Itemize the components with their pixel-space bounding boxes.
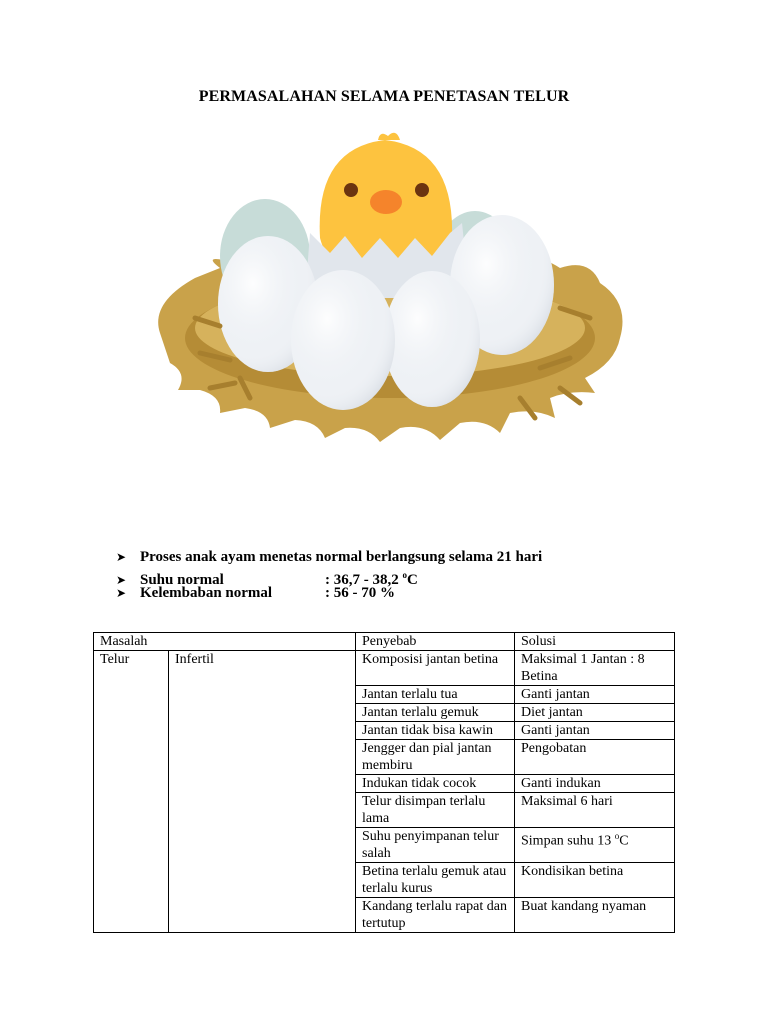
- solution-cell: Pengobatan: [515, 740, 675, 775]
- cause-cell: Indukan tidak cocok: [356, 775, 515, 793]
- cause-cell: Suhu penyimpanan telur salah: [356, 828, 515, 863]
- solution-cell: Maksimal 1 Jantan : 8 Betina: [515, 651, 675, 686]
- cause-cell: Jantan terlalu tua: [356, 686, 515, 704]
- solution-cell: Simpan suhu 13 $^o$C: [515, 828, 675, 863]
- cause-cell: Kandang terlalu rapat dan tertutup: [356, 898, 515, 933]
- bullet-icon: ➤: [116, 550, 127, 564]
- chick-nest-illustration: [140, 128, 630, 448]
- page-title: PERMASALAHAN SELAMA PENETASAN TELUR: [198, 88, 570, 105]
- solution-cell: Maksimal 6 hari: [515, 793, 675, 828]
- cause-cell: Komposisi jantan betina: [356, 651, 515, 686]
- fact-humidity: ➤ Kelembaban normal : 56 - 70 %: [116, 585, 395, 601]
- solution-cell: Ganti jantan: [515, 686, 675, 704]
- fact-duration: ➤ Proses anak ayam menetas normal berlangsung selama 21 hari: [116, 549, 543, 565]
- table-row: [94, 651, 675, 686]
- cause-cell: Jantan tidak bisa kawin: [356, 722, 515, 740]
- header-solusi: Solusi: [515, 633, 675, 651]
- solution-cell: Kondisikan betina: [515, 863, 675, 898]
- cause-cell: Jantan terlalu gemuk: [356, 704, 515, 722]
- cause-cell: Telur disimpan terlalu lama: [356, 793, 515, 828]
- solution-cell: Buat kandang nyaman: [515, 898, 675, 933]
- solution-cell: Diet jantan: [515, 704, 675, 722]
- bullet-icon: ➤: [116, 586, 127, 600]
- table-header-row: [94, 633, 675, 651]
- bullet-icon: ➤: [116, 573, 127, 587]
- cause-cell: Jengger dan pial jantan membiru: [356, 740, 515, 775]
- fact-temperature: ➤ Suhu normal : 36,7 - 38,2 $^o$C: [116, 570, 418, 588]
- solution-cell: Ganti jantan: [515, 722, 675, 740]
- group-cell: Telur: [94, 651, 169, 933]
- header-masalah: Masalah: [94, 633, 356, 651]
- header-penyebab: Penyebab: [356, 633, 515, 651]
- cause-cell: Betina terlalu gemuk atau terlalu kurus: [356, 863, 515, 898]
- solution-cell: Ganti indukan: [515, 775, 675, 793]
- subgroup-cell: Infertil: [169, 651, 356, 933]
- problems-table: [93, 632, 675, 933]
- facts-list: [116, 548, 542, 602]
